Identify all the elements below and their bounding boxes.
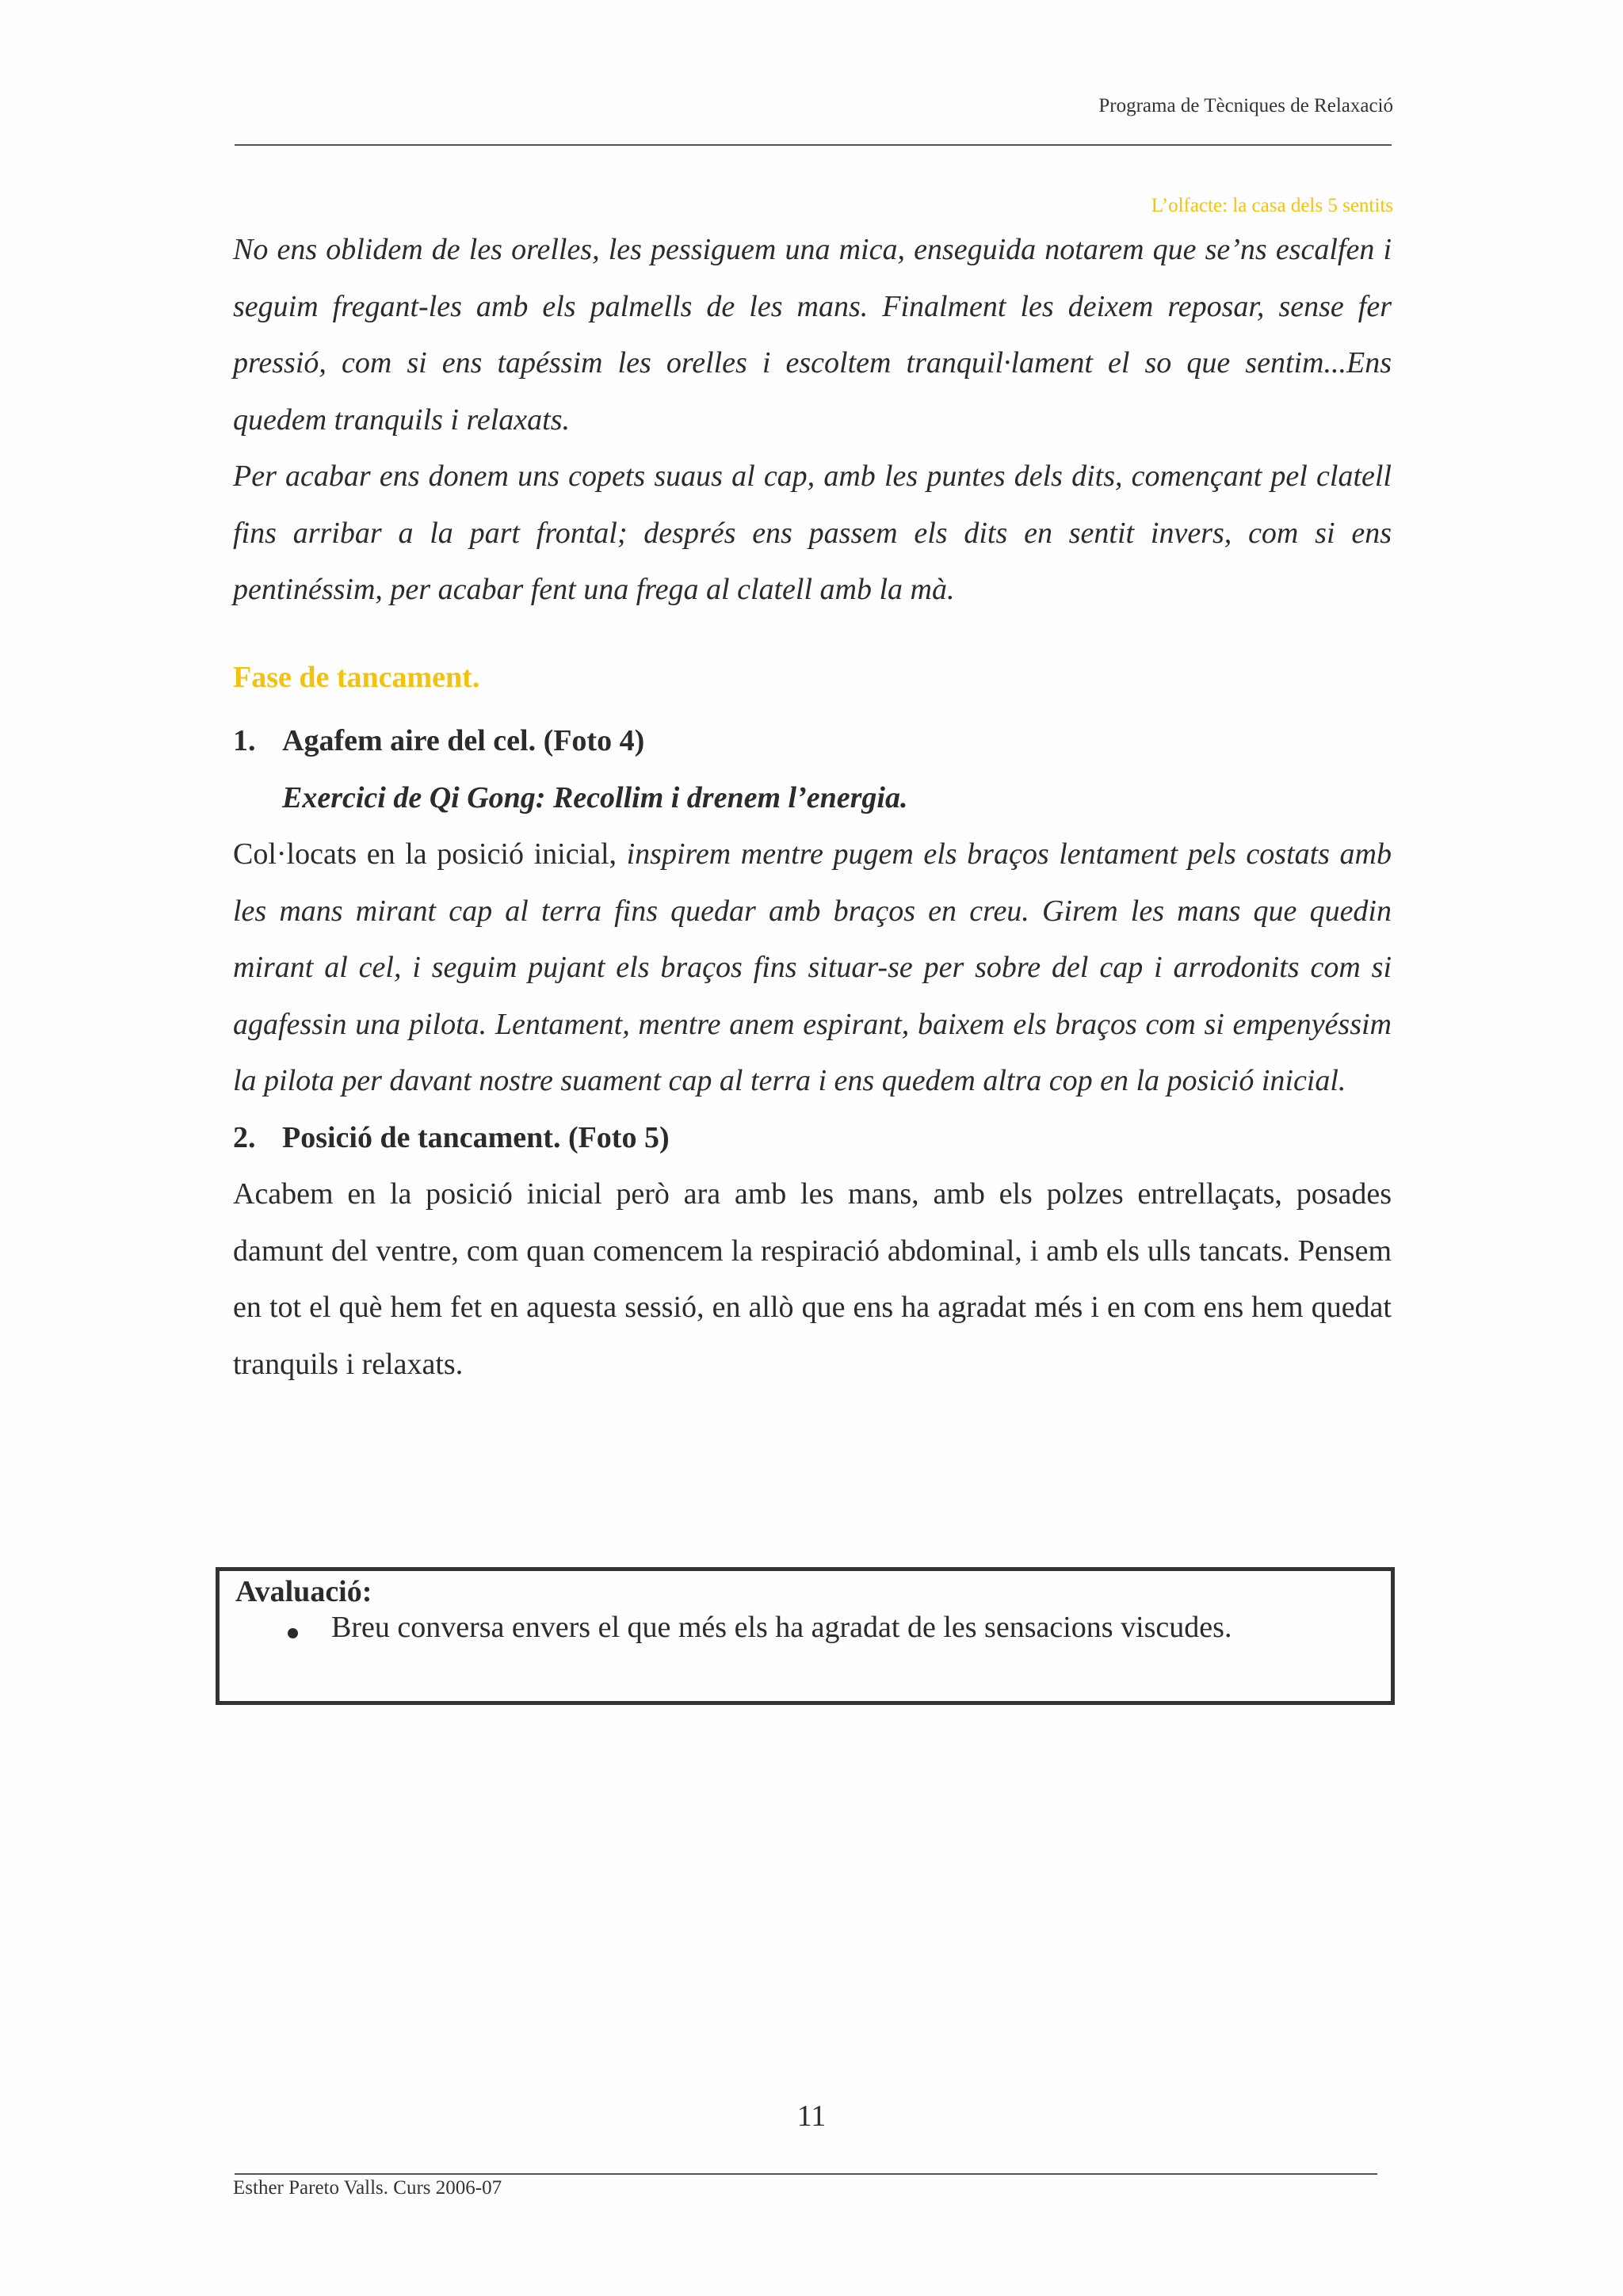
step-1-description-normal: Col·locats en la posició inicial, bbox=[233, 837, 627, 871]
paragraph-head-taps: Per acabar ens donem uns copets suaus al cap, amb les puntes dels dits, començant pel clatell fins arribar a la part frontal; després ens passem els dits en sentit invers, com si ens pentinéssim, per acabar fent una frega al clatell amb la mà. bbox=[233, 460, 1392, 606]
closing-phase-content bbox=[233, 713, 1392, 1393]
header-divider bbox=[235, 144, 1392, 146]
footer-divider bbox=[235, 2173, 1377, 2175]
section-tag: L’olfacte: la casa dels 5 sentits bbox=[1151, 195, 1393, 216]
step-1-subtitle: Exercici de Qi Gong: Recollim i drenem l’energia. bbox=[282, 780, 908, 814]
body-text bbox=[233, 222, 1392, 619]
evaluation-item: Breu conversa envers el que més els ha agradat de les sensacions viscudes. bbox=[331, 1611, 1232, 1644]
evaluation-box bbox=[216, 1567, 1395, 1705]
evaluation-title: Avaluació: bbox=[235, 1575, 372, 1608]
bullet-icon bbox=[288, 1628, 298, 1638]
step-1-title-text: Agafem aire del cel. (Foto 4) bbox=[282, 724, 645, 757]
paragraph-ears: No ens oblidem de les orelles, les pessiguem una mica, enseguida notarem que se’ns escalfen i seguim fregant-les amb els palmells de les mans. Finalment les deixem reposar, sense fer pressió, com si ens tapéssim les orelles i escoltem tranquil·lament el so que sentim...Ens quedem tranquils i relaxats. bbox=[233, 233, 1392, 437]
footer-author: Esther Pareto Valls. Curs 2006-07 bbox=[233, 2177, 502, 2199]
closing-phase-heading: Fase de tancament. bbox=[233, 661, 480, 694]
page-number: 11 bbox=[796, 2100, 827, 2133]
step-2-title bbox=[233, 1110, 1392, 1167]
step-2-title-text: Posició de tancament. (Foto 5) bbox=[282, 1120, 670, 1154]
step-1-number: 1. bbox=[233, 724, 256, 757]
step-2-number: 2. bbox=[233, 1120, 256, 1154]
step-1-description-italic: inspirem mentre pugem els braços lentament pels costats amb les mans mirant cap al terra fins quedar amb braços en creu. Girem les mans que quedin mirant al cel, i seguim pujant els braços fins situar-se per sobre del cap i arrodonits com si agafessin una pilota. Lentament, mentre anem espirant, baixem els braços com si empenyéssim la pilota per davant nostre suament cap al terra i ens quedem altra cop en la posició inicial. bbox=[233, 837, 1392, 1097]
step-1-description bbox=[233, 826, 1392, 1110]
step-1-title bbox=[233, 713, 1392, 770]
running-header: Programa de Tècniques de Relaxació bbox=[1098, 95, 1393, 116]
step-2-description: Acabem en la posició inicial però ara amb les mans, amb els polzes entrellaçats, posades damunt del ventre, com quan comencem la respiració abdominal, i amb els ulls tancats. Pensem en tot el què hem fet en aquesta sessió, en allò que ens ha agradat més i en com ens hem quedat tranquils i relaxats. bbox=[233, 1177, 1392, 1381]
